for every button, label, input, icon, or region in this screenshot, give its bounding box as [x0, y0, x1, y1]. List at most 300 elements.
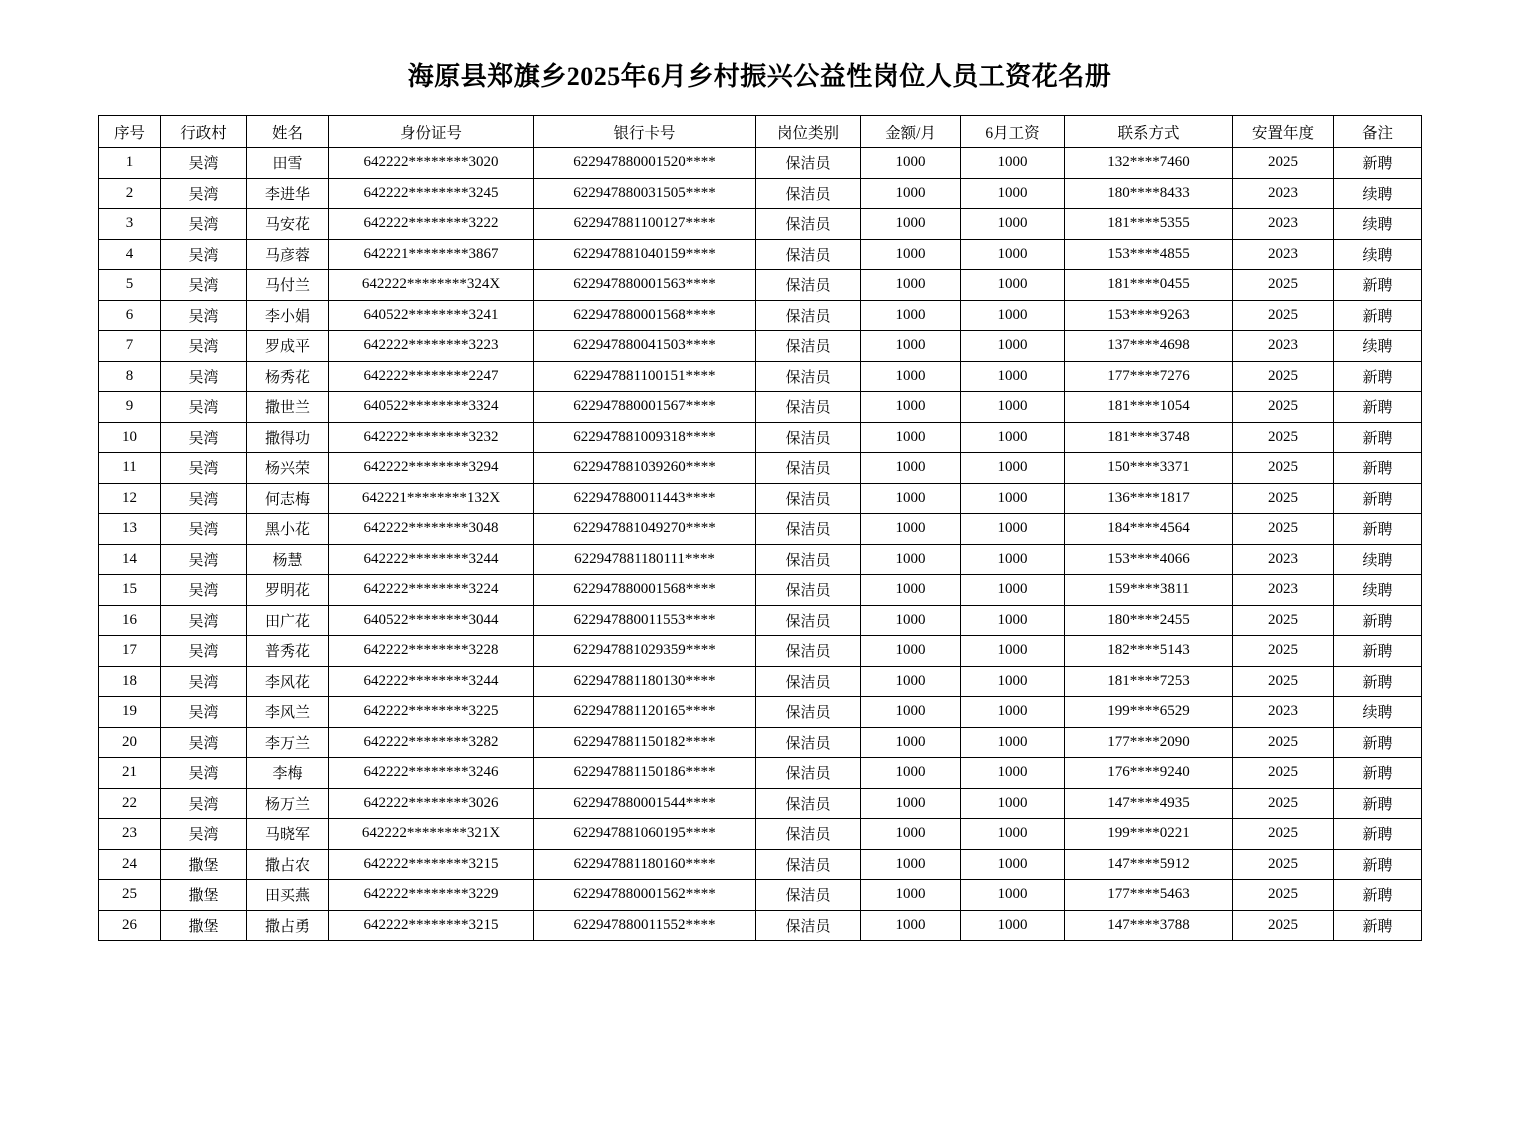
cell-index: 19: [99, 697, 161, 728]
cell-bank-card: 622947880011553****: [534, 605, 756, 636]
cell-contact: 153****9263: [1065, 300, 1233, 331]
cell-index: 13: [99, 514, 161, 545]
table-row: [99, 910, 1422, 941]
table-row: [99, 880, 1422, 911]
cell-remark: 续聘: [1334, 544, 1422, 575]
cell-name: 撒得功: [247, 422, 329, 453]
cell-placement-year: 2025: [1233, 483, 1334, 514]
cell-bank-card: 622947880001520****: [534, 148, 756, 179]
cell-june-wage: 1000: [961, 148, 1065, 179]
cell-contact: 147****5912: [1065, 849, 1233, 880]
cell-index: 17: [99, 636, 161, 667]
table-row: [99, 270, 1422, 301]
cell-remark: 新聘: [1334, 758, 1422, 789]
payroll-table-container: [0, 115, 1519, 941]
cell-bank-card: 622947881180111****: [534, 544, 756, 575]
cell-remark: 新聘: [1334, 605, 1422, 636]
cell-village: 吴湾: [161, 605, 247, 636]
cell-post-type: 保洁员: [756, 819, 861, 850]
column-header-june-wage: 6月工资: [961, 116, 1065, 148]
cell-monthly-amount: 1000: [861, 331, 961, 362]
cell-june-wage: 1000: [961, 819, 1065, 850]
cell-contact: 181****5355: [1065, 209, 1233, 240]
cell-contact: 153****4855: [1065, 239, 1233, 270]
cell-bank-card: 622947881100151****: [534, 361, 756, 392]
cell-name: 马晓军: [247, 819, 329, 850]
cell-index: 22: [99, 788, 161, 819]
cell-name: 杨兴荣: [247, 453, 329, 484]
table-header-row: [99, 116, 1422, 148]
cell-monthly-amount: 1000: [861, 880, 961, 911]
cell-remark: 新聘: [1334, 849, 1422, 880]
cell-id-number: 642222********3026: [329, 788, 534, 819]
cell-index: 4: [99, 239, 161, 270]
column-header-monthly-amount: 金额/月: [861, 116, 961, 148]
cell-name: 撒世兰: [247, 392, 329, 423]
cell-post-type: 保洁员: [756, 727, 861, 758]
cell-placement-year: 2025: [1233, 758, 1334, 789]
cell-post-type: 保洁员: [756, 605, 861, 636]
cell-index: 2: [99, 178, 161, 209]
cell-village: 吴湾: [161, 392, 247, 423]
cell-name: 黑小花: [247, 514, 329, 545]
cell-bank-card: 622947880001568****: [534, 300, 756, 331]
cell-contact: 177****7276: [1065, 361, 1233, 392]
cell-id-number: 642222********3244: [329, 544, 534, 575]
cell-june-wage: 1000: [961, 849, 1065, 880]
table-row: [99, 788, 1422, 819]
cell-monthly-amount: 1000: [861, 483, 961, 514]
cell-placement-year: 2023: [1233, 209, 1334, 240]
cell-remark: 新聘: [1334, 148, 1422, 179]
cell-village: 吴湾: [161, 483, 247, 514]
table-row: [99, 422, 1422, 453]
cell-remark: 续聘: [1334, 209, 1422, 240]
cell-monthly-amount: 1000: [861, 819, 961, 850]
cell-june-wage: 1000: [961, 178, 1065, 209]
cell-id-number: 642222********3246: [329, 758, 534, 789]
cell-village: 吴湾: [161, 209, 247, 240]
cell-june-wage: 1000: [961, 697, 1065, 728]
cell-contact: 181****7253: [1065, 666, 1233, 697]
cell-remark: 新聘: [1334, 666, 1422, 697]
cell-village: 撒堡: [161, 910, 247, 941]
cell-index: 7: [99, 331, 161, 362]
cell-village: 吴湾: [161, 148, 247, 179]
cell-june-wage: 1000: [961, 361, 1065, 392]
cell-bank-card: 622947881039260****: [534, 453, 756, 484]
cell-june-wage: 1000: [961, 209, 1065, 240]
cell-name: 撒占勇: [247, 910, 329, 941]
cell-village: 吴湾: [161, 727, 247, 758]
cell-village: 吴湾: [161, 819, 247, 850]
cell-index: 3: [99, 209, 161, 240]
table-row: [99, 758, 1422, 789]
cell-village: 吴湾: [161, 758, 247, 789]
cell-contact: 159****3811: [1065, 575, 1233, 606]
cell-post-type: 保洁员: [756, 910, 861, 941]
cell-monthly-amount: 1000: [861, 300, 961, 331]
cell-bank-card: 622947880011552****: [534, 910, 756, 941]
cell-bank-card: 622947880001568****: [534, 575, 756, 606]
cell-june-wage: 1000: [961, 392, 1065, 423]
cell-bank-card: 622947880041503****: [534, 331, 756, 362]
cell-remark: 新聘: [1334, 727, 1422, 758]
cell-index: 14: [99, 544, 161, 575]
cell-id-number: 642222********3215: [329, 849, 534, 880]
cell-id-number: 642222********3232: [329, 422, 534, 453]
cell-placement-year: 2025: [1233, 666, 1334, 697]
cell-remark: 续聘: [1334, 331, 1422, 362]
cell-village: 吴湾: [161, 666, 247, 697]
cell-remark: 续聘: [1334, 178, 1422, 209]
cell-monthly-amount: 1000: [861, 605, 961, 636]
column-header-contact: 联系方式: [1065, 116, 1233, 148]
cell-contact: 181****3748: [1065, 422, 1233, 453]
cell-bank-card: 622947880031505****: [534, 178, 756, 209]
cell-placement-year: 2025: [1233, 819, 1334, 850]
cell-post-type: 保洁员: [756, 453, 861, 484]
cell-monthly-amount: 1000: [861, 422, 961, 453]
cell-name: 李万兰: [247, 727, 329, 758]
cell-bank-card: 622947881009318****: [534, 422, 756, 453]
cell-contact: 181****1054: [1065, 392, 1233, 423]
cell-post-type: 保洁员: [756, 331, 861, 362]
cell-post-type: 保洁员: [756, 483, 861, 514]
cell-placement-year: 2023: [1233, 697, 1334, 728]
cell-index: 10: [99, 422, 161, 453]
cell-id-number: 642222********321X: [329, 819, 534, 850]
cell-name: 杨慧: [247, 544, 329, 575]
cell-monthly-amount: 1000: [861, 453, 961, 484]
cell-name: 李风兰: [247, 697, 329, 728]
cell-remark: 新聘: [1334, 300, 1422, 331]
cell-monthly-amount: 1000: [861, 361, 961, 392]
cell-june-wage: 1000: [961, 636, 1065, 667]
cell-contact: 136****1817: [1065, 483, 1233, 514]
cell-index: 8: [99, 361, 161, 392]
cell-index: 23: [99, 819, 161, 850]
column-header-id-number: 身份证号: [329, 116, 534, 148]
cell-remark: 新聘: [1334, 880, 1422, 911]
cell-index: 1: [99, 148, 161, 179]
cell-index: 20: [99, 727, 161, 758]
cell-bank-card: 622947881060195****: [534, 819, 756, 850]
table-row: [99, 331, 1422, 362]
cell-village: 吴湾: [161, 544, 247, 575]
cell-bank-card: 622947881049270****: [534, 514, 756, 545]
cell-bank-card: 622947881180160****: [534, 849, 756, 880]
cell-name: 何志梅: [247, 483, 329, 514]
cell-post-type: 保洁员: [756, 392, 861, 423]
cell-id-number: 642221********3867: [329, 239, 534, 270]
cell-bank-card: 622947881180130****: [534, 666, 756, 697]
cell-village: 吴湾: [161, 453, 247, 484]
column-header-bank-card: 银行卡号: [534, 116, 756, 148]
cell-june-wage: 1000: [961, 331, 1065, 362]
cell-name: 李风花: [247, 666, 329, 697]
cell-remark: 新聘: [1334, 514, 1422, 545]
cell-monthly-amount: 1000: [861, 758, 961, 789]
cell-post-type: 保洁员: [756, 361, 861, 392]
cell-bank-card: 622947880001562****: [534, 880, 756, 911]
cell-remark: 续聘: [1334, 575, 1422, 606]
cell-name: 田广花: [247, 605, 329, 636]
cell-contact: 180****2455: [1065, 605, 1233, 636]
cell-id-number: 640522********3324: [329, 392, 534, 423]
cell-placement-year: 2025: [1233, 849, 1334, 880]
cell-post-type: 保洁员: [756, 758, 861, 789]
cell-village: 吴湾: [161, 636, 247, 667]
cell-placement-year: 2023: [1233, 331, 1334, 362]
cell-post-type: 保洁员: [756, 270, 861, 301]
cell-bank-card: 622947880001544****: [534, 788, 756, 819]
cell-bank-card: 622947881120165****: [534, 697, 756, 728]
cell-monthly-amount: 1000: [861, 148, 961, 179]
cell-monthly-amount: 1000: [861, 270, 961, 301]
cell-village: 吴湾: [161, 788, 247, 819]
cell-index: 12: [99, 483, 161, 514]
cell-village: 吴湾: [161, 300, 247, 331]
cell-remark: 新聘: [1334, 392, 1422, 423]
cell-post-type: 保洁员: [756, 636, 861, 667]
cell-name: 李梅: [247, 758, 329, 789]
cell-monthly-amount: 1000: [861, 178, 961, 209]
cell-placement-year: 2023: [1233, 239, 1334, 270]
cell-placement-year: 2025: [1233, 788, 1334, 819]
table-row: [99, 453, 1422, 484]
table-row: [99, 605, 1422, 636]
table-row: [99, 849, 1422, 880]
cell-id-number: 642222********2247: [329, 361, 534, 392]
cell-id-number: 640522********3241: [329, 300, 534, 331]
cell-june-wage: 1000: [961, 483, 1065, 514]
cell-post-type: 保洁员: [756, 514, 861, 545]
cell-contact: 180****8433: [1065, 178, 1233, 209]
table-row: [99, 361, 1422, 392]
cell-id-number: 642222********3020: [329, 148, 534, 179]
cell-monthly-amount: 1000: [861, 544, 961, 575]
cell-name: 田买燕: [247, 880, 329, 911]
cell-name: 撒占农: [247, 849, 329, 880]
cell-contact: 181****0455: [1065, 270, 1233, 301]
cell-id-number: 642222********3228: [329, 636, 534, 667]
cell-placement-year: 2025: [1233, 727, 1334, 758]
cell-id-number: 642222********3222: [329, 209, 534, 240]
cell-placement-year: 2025: [1233, 361, 1334, 392]
cell-id-number: 642221********132X: [329, 483, 534, 514]
page-title: 海原县郑旗乡2025年6月乡村振兴公益性岗位人员工资花名册: [407, 62, 1112, 91]
cell-bank-card: 622947881029359****: [534, 636, 756, 667]
cell-id-number: 642222********3229: [329, 880, 534, 911]
table-row: [99, 300, 1422, 331]
cell-monthly-amount: 1000: [861, 697, 961, 728]
column-header-placement-year: 安置年度: [1233, 116, 1334, 148]
cell-bank-card: 622947880011443****: [534, 483, 756, 514]
cell-name: 李进华: [247, 178, 329, 209]
cell-bank-card: 622947881100127****: [534, 209, 756, 240]
cell-index: 11: [99, 453, 161, 484]
cell-name: 田雪: [247, 148, 329, 179]
cell-june-wage: 1000: [961, 239, 1065, 270]
cell-remark: 新聘: [1334, 910, 1422, 941]
cell-remark: 新聘: [1334, 270, 1422, 301]
cell-june-wage: 1000: [961, 880, 1065, 911]
cell-monthly-amount: 1000: [861, 239, 961, 270]
document-page: [0, 56, 1519, 1131]
cell-name: 罗成平: [247, 331, 329, 362]
cell-contact: 177****2090: [1065, 727, 1233, 758]
cell-village: 吴湾: [161, 575, 247, 606]
cell-post-type: 保洁员: [756, 300, 861, 331]
cell-index: 6: [99, 300, 161, 331]
cell-post-type: 保洁员: [756, 422, 861, 453]
cell-index: 16: [99, 605, 161, 636]
column-header-post-type: 岗位类别: [756, 116, 861, 148]
cell-post-type: 保洁员: [756, 575, 861, 606]
cell-index: 24: [99, 849, 161, 880]
cell-contact: 137****4698: [1065, 331, 1233, 362]
cell-monthly-amount: 1000: [861, 788, 961, 819]
cell-index: 9: [99, 392, 161, 423]
cell-monthly-amount: 1000: [861, 209, 961, 240]
table-row: [99, 178, 1422, 209]
cell-placement-year: 2023: [1233, 544, 1334, 575]
cell-bank-card: 622947881150182****: [534, 727, 756, 758]
table-row: [99, 727, 1422, 758]
cell-placement-year: 2025: [1233, 514, 1334, 545]
cell-village: 撒堡: [161, 849, 247, 880]
cell-post-type: 保洁员: [756, 880, 861, 911]
cell-remark: 新聘: [1334, 636, 1422, 667]
cell-placement-year: 2025: [1233, 270, 1334, 301]
cell-placement-year: 2025: [1233, 148, 1334, 179]
cell-village: 吴湾: [161, 361, 247, 392]
cell-placement-year: 2023: [1233, 178, 1334, 209]
cell-contact: 199****0221: [1065, 819, 1233, 850]
cell-name: 杨万兰: [247, 788, 329, 819]
cell-monthly-amount: 1000: [861, 392, 961, 423]
cell-post-type: 保洁员: [756, 697, 861, 728]
cell-name: 普秀花: [247, 636, 329, 667]
cell-id-number: 642222********3215: [329, 910, 534, 941]
cell-post-type: 保洁员: [756, 849, 861, 880]
cell-village: 吴湾: [161, 270, 247, 301]
cell-village: 吴湾: [161, 178, 247, 209]
cell-index: 18: [99, 666, 161, 697]
cell-post-type: 保洁员: [756, 544, 861, 575]
cell-remark: 新聘: [1334, 361, 1422, 392]
cell-village: 吴湾: [161, 697, 247, 728]
cell-id-number: 642222********3224: [329, 575, 534, 606]
cell-village: 吴湾: [161, 331, 247, 362]
cell-post-type: 保洁员: [756, 148, 861, 179]
cell-village: 吴湾: [161, 422, 247, 453]
cell-remark: 新聘: [1334, 788, 1422, 819]
column-header-remark: 备注: [1334, 116, 1422, 148]
column-header-index: 序号: [99, 116, 161, 148]
cell-index: 25: [99, 880, 161, 911]
cell-contact: 132****7460: [1065, 148, 1233, 179]
cell-bank-card: 622947881040159****: [534, 239, 756, 270]
cell-monthly-amount: 1000: [861, 910, 961, 941]
cell-post-type: 保洁员: [756, 788, 861, 819]
cell-name: 马安花: [247, 209, 329, 240]
cell-bank-card: 622947880001563****: [534, 270, 756, 301]
cell-village: 撒堡: [161, 880, 247, 911]
table-row: [99, 819, 1422, 850]
cell-monthly-amount: 1000: [861, 514, 961, 545]
cell-contact: 176****9240: [1065, 758, 1233, 789]
cell-post-type: 保洁员: [756, 209, 861, 240]
table-header: [99, 116, 1422, 148]
cell-village: 吴湾: [161, 239, 247, 270]
cell-june-wage: 1000: [961, 300, 1065, 331]
cell-post-type: 保洁员: [756, 178, 861, 209]
cell-index: 26: [99, 910, 161, 941]
cell-contact: 150****3371: [1065, 453, 1233, 484]
cell-name: 罗明花: [247, 575, 329, 606]
cell-monthly-amount: 1000: [861, 727, 961, 758]
cell-monthly-amount: 1000: [861, 636, 961, 667]
cell-june-wage: 1000: [961, 422, 1065, 453]
cell-placement-year: 2025: [1233, 300, 1334, 331]
cell-index: 15: [99, 575, 161, 606]
cell-index: 5: [99, 270, 161, 301]
column-header-name: 姓名: [247, 116, 329, 148]
cell-id-number: 642222********3294: [329, 453, 534, 484]
table-row: [99, 636, 1422, 667]
cell-june-wage: 1000: [961, 727, 1065, 758]
cell-id-number: 642222********3223: [329, 331, 534, 362]
cell-village: 吴湾: [161, 514, 247, 545]
cell-monthly-amount: 1000: [861, 575, 961, 606]
cell-contact: 147****3788: [1065, 910, 1233, 941]
cell-monthly-amount: 1000: [861, 666, 961, 697]
cell-june-wage: 1000: [961, 758, 1065, 789]
cell-june-wage: 1000: [961, 453, 1065, 484]
cell-placement-year: 2025: [1233, 605, 1334, 636]
table-row: [99, 392, 1422, 423]
cell-contact: 177****5463: [1065, 880, 1233, 911]
cell-contact: 147****4935: [1065, 788, 1233, 819]
table-body: [99, 148, 1422, 941]
cell-june-wage: 1000: [961, 910, 1065, 941]
cell-june-wage: 1000: [961, 666, 1065, 697]
cell-placement-year: 2025: [1233, 910, 1334, 941]
cell-remark: 新聘: [1334, 453, 1422, 484]
table-row: [99, 239, 1422, 270]
cell-june-wage: 1000: [961, 575, 1065, 606]
cell-placement-year: 2025: [1233, 453, 1334, 484]
cell-bank-card: 622947881150186****: [534, 758, 756, 789]
cell-contact: 153****4066: [1065, 544, 1233, 575]
cell-name: 杨秀花: [247, 361, 329, 392]
cell-monthly-amount: 1000: [861, 849, 961, 880]
cell-remark: 新聘: [1334, 483, 1422, 514]
table-row: [99, 209, 1422, 240]
cell-id-number: 642222********3245: [329, 178, 534, 209]
cell-remark: 续聘: [1334, 239, 1422, 270]
table-row: [99, 483, 1422, 514]
cell-name: 马付兰: [247, 270, 329, 301]
cell-contact: 184****4564: [1065, 514, 1233, 545]
cell-id-number: 642222********3282: [329, 727, 534, 758]
cell-index: 21: [99, 758, 161, 789]
column-header-village: 行政村: [161, 116, 247, 148]
cell-remark: 新聘: [1334, 819, 1422, 850]
cell-placement-year: 2025: [1233, 392, 1334, 423]
